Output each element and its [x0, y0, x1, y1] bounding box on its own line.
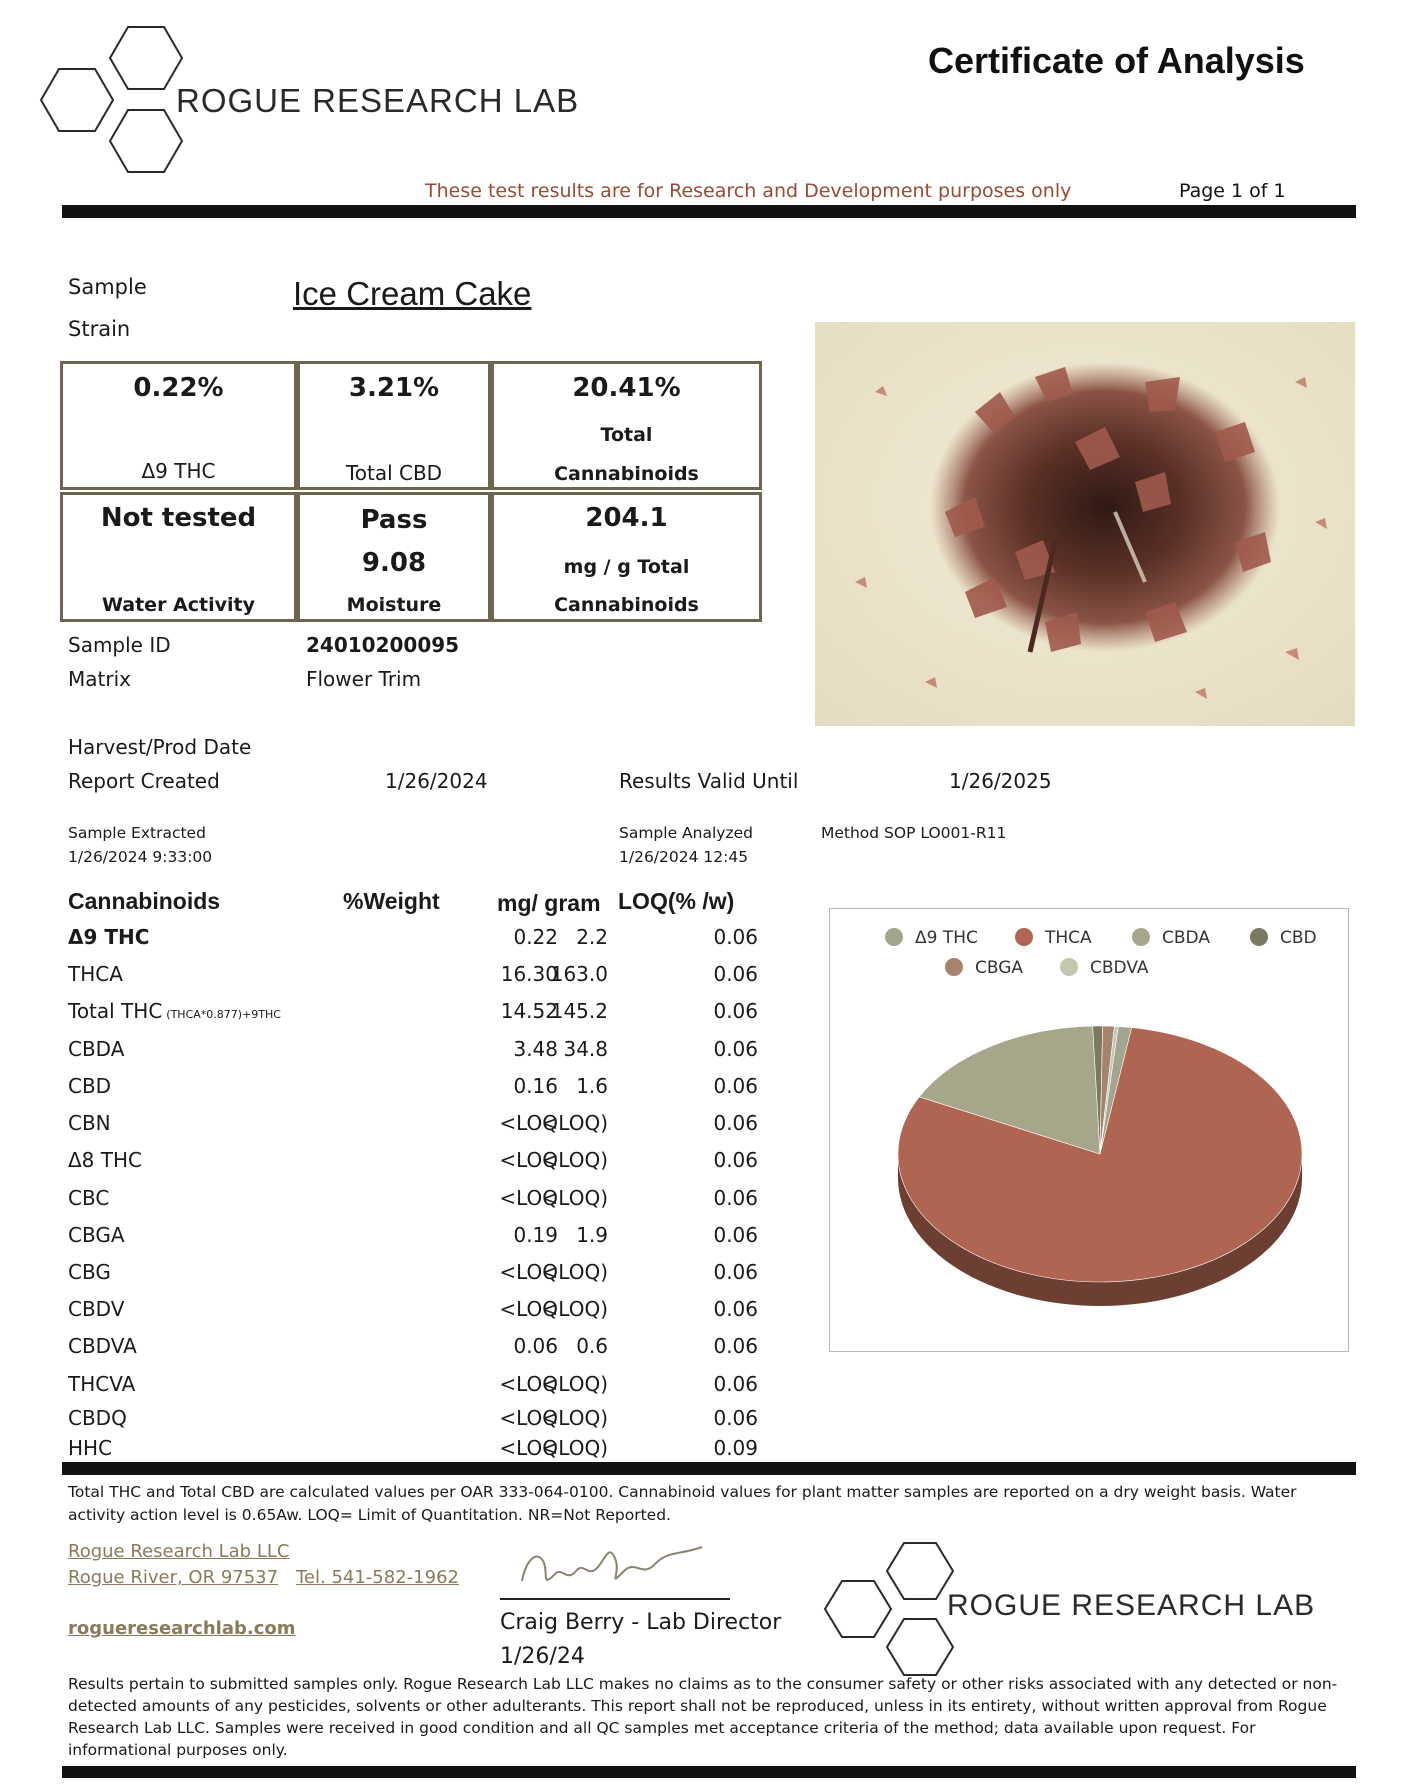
cannabinoid-name	[68, 1111, 111, 1135]
director-signature-icon	[512, 1535, 712, 1597]
sample-analyzed-date: 1/26/2024 12:45	[619, 848, 749, 866]
harvest-date-label: Harvest/Prod Date	[68, 735, 252, 759]
table-row	[68, 1372, 768, 1402]
cannabinoid-name	[68, 1223, 125, 1247]
pie-svg	[830, 909, 1350, 1353]
cannabinoid-label: CBN	[68, 1111, 111, 1135]
table-row	[68, 1037, 768, 1067]
weight-value: 0.19	[513, 1223, 558, 1247]
loq-value: 0.06	[713, 1297, 758, 1321]
moisture-label: Moisture	[346, 594, 442, 616]
sample-label: Sample	[68, 275, 147, 299]
mg-per-gram-value: 1.9	[576, 1223, 608, 1247]
moisture-value: 9.08	[361, 548, 427, 578]
cannabinoid-label: Δ8 THC	[68, 1148, 142, 1172]
cannabinoid-label: CBD	[68, 1074, 112, 1098]
legend-label: Δ9 THC	[915, 928, 978, 948]
legend-label: THCA	[1045, 928, 1092, 948]
cannabinoid-name	[68, 1037, 124, 1061]
loq-value: 0.06	[713, 1260, 758, 1284]
cannabinoid-label: HHC	[68, 1436, 113, 1460]
d9thc-value: 0.22%	[133, 373, 224, 403]
table-row	[68, 1406, 768, 1436]
loq-value: 0.06	[713, 1037, 758, 1061]
cannabinoid-name	[68, 1186, 109, 1210]
loq-value: 0.06	[713, 1406, 758, 1430]
results-valid-label: Results Valid Until	[619, 769, 799, 793]
weight-value: <LOQ	[499, 1111, 558, 1135]
weight-value: <LOQ	[499, 1148, 558, 1172]
table-row	[68, 1334, 768, 1364]
cannabinoid-name	[68, 1260, 111, 1284]
col-header-weight: %Weight	[343, 888, 440, 914]
moisture-status: Pass	[360, 505, 428, 535]
loq-value: 0.06	[713, 962, 758, 986]
cannabinoid-label: THCVA	[68, 1372, 136, 1396]
col-header-cannabinoids: Cannabinoids	[68, 888, 221, 914]
matrix-label: Matrix	[68, 667, 131, 691]
cannabinoid-name	[68, 1406, 127, 1430]
strain-name: Ice Cream Cake	[293, 275, 532, 312]
cannabinoid-name	[68, 925, 149, 949]
weight-value: <LOQ	[499, 1186, 558, 1210]
header-rule	[62, 205, 1356, 218]
cannabinoid-name	[68, 1436, 112, 1460]
loq-value: 0.06	[713, 1372, 758, 1396]
website-link[interactable]: rogueresearchlab.com	[68, 1618, 296, 1639]
water-activity-box	[60, 492, 297, 622]
calculation-note: Total THC and Total CBD are calculated values per OAR 333-064-0100. Cannabinoid values for plant matter samples are reported on a dry weight basis. Water activity action level is 0.65Aw. LOQ= Limit of Quantitation. NR=Not Reported.	[68, 1483, 1297, 1524]
col-header-mg-gram: mg/ gram	[497, 890, 601, 916]
cannabinoid-label: Δ9 THC	[68, 925, 150, 949]
weight-value: 0.06	[513, 1334, 558, 1358]
mg-total-box	[491, 492, 762, 622]
lab-llc-link[interactable]: Rogue Research Lab LLC	[68, 1541, 290, 1562]
cannabinoid-name	[68, 999, 281, 1023]
footer-lab-name: ROGUE RESEARCH LAB	[947, 1589, 1316, 1622]
weight-value: <LOQ	[499, 1297, 558, 1321]
lab-name: ROGUE RESEARCH LAB	[176, 82, 580, 119]
results-valid-date: 1/26/2025	[949, 769, 1052, 793]
total-thc-formula: (THCA*0.877)+9THC	[166, 1008, 281, 1021]
weight-value: <LOQ	[499, 1260, 558, 1284]
weight-value: 16.30	[500, 962, 558, 986]
lab-logo-icon	[38, 24, 188, 174]
loq-value: 0.09	[713, 1436, 758, 1460]
report-created-label: Report Created	[68, 769, 220, 793]
footer-rule	[62, 1462, 1356, 1475]
signature-line	[500, 1598, 730, 1600]
cannabinoid-label: CBDV	[68, 1297, 125, 1321]
legend-label: CBDVA	[1090, 958, 1149, 978]
table-row	[68, 1297, 768, 1327]
mg-per-gram-value: <LOQ)	[541, 1372, 608, 1396]
cbd-label: Total CBD	[345, 461, 443, 485]
mg-per-gram-value: <LOQ)	[541, 1260, 608, 1284]
sample-extracted-date: 1/26/2024 9:33:00	[68, 848, 213, 866]
loq-value: 0.06	[713, 1074, 758, 1098]
table-row	[68, 999, 768, 1029]
mg-per-gram-value: <LOQ)	[541, 1111, 608, 1135]
table-row	[68, 1148, 768, 1178]
weight-value: <LOQ	[499, 1372, 558, 1396]
cannabinoid-label: CBG	[68, 1260, 111, 1284]
weight-value: 0.16	[513, 1074, 558, 1098]
mg-per-gram-value: <LOQ)	[541, 1186, 608, 1210]
rd-disclaimer: These test results are for Research and Development purposes only	[425, 180, 1072, 202]
table-row	[68, 1111, 768, 1141]
total-label: Total	[600, 424, 653, 446]
table-row	[68, 1186, 768, 1216]
loq-value: 0.06	[713, 1186, 758, 1210]
cbd-value: 3.21%	[348, 373, 440, 403]
document-title: Certificate of Analysis	[928, 40, 1305, 81]
signature-date: 1/26/24	[500, 1644, 585, 1669]
cannabinoid-label: CBDQ	[68, 1406, 127, 1430]
cannabinoid-name	[68, 1074, 111, 1098]
legend-label: CBD	[1280, 928, 1317, 948]
signer-name: Craig Berry - Lab Director	[500, 1610, 782, 1635]
d9thc-summary-box	[60, 361, 297, 490]
legal-disclaimer: Results pertain to submitted samples only. Rogue Research Lab LLC makes no claims as to the consumer safety or other risks associated with any detected or non-detected amounts of any pesticides, solvents or other adulterants. This report shall not be reproduced, unless in its entirety, without written approval from Rogue Research Lab LLC. Samples were received in good condition and all QC samples met acceptance criteria of the method; data available upon request. For informational purposes only.	[68, 1675, 1338, 1759]
cannabinoid-label: CBDVA	[68, 1334, 137, 1358]
weight-value: <LOQ	[499, 1406, 558, 1430]
cannabinoid-label: Total THC	[68, 999, 163, 1023]
sample-analyzed-label: Sample Analyzed	[619, 824, 753, 842]
mg-total-value: 204.1	[585, 503, 668, 533]
table-row	[68, 962, 768, 992]
sample-id-label: Sample ID	[68, 633, 171, 657]
legend-label: CBDA	[1162, 928, 1210, 948]
water-activity-value: Not tested	[100, 503, 257, 533]
mg-per-gram-value: <LOQ)	[541, 1406, 608, 1430]
table-row	[68, 1223, 768, 1253]
legend-label: CBGA	[975, 958, 1024, 978]
method-sop: Method SOP LO001-R11	[821, 824, 1007, 842]
weight-value: 3.48	[513, 1037, 558, 1061]
moisture-box	[297, 492, 491, 622]
mg-cannabinoids-label: Cannabinoids	[554, 594, 699, 616]
cannabinoid-name	[68, 1297, 124, 1321]
cannabinoid-label: CBDA	[68, 1037, 125, 1061]
table-row	[68, 925, 768, 955]
address-link[interactable]: Rogue River, OR 97537	[68, 1567, 279, 1588]
loq-value: 0.06	[713, 1148, 758, 1172]
cbd-summary-box	[297, 361, 491, 490]
bottom-rule	[62, 1766, 1356, 1778]
sample-photo	[815, 322, 1355, 726]
strain-label: Strain	[68, 317, 131, 341]
total-cannabinoids-value: 20.41%	[572, 373, 681, 403]
mg-per-gram-value: <LOQ)	[541, 1436, 608, 1460]
weight-value: <LOQ	[499, 1436, 558, 1460]
mg-per-gram-value: 0.6	[576, 1334, 608, 1358]
cannabinoid-name	[68, 1148, 142, 1172]
cannabinoid-name	[68, 1372, 135, 1396]
matrix: Flower Trim	[306, 667, 422, 691]
loq-value: 0.06	[713, 925, 758, 949]
mg-per-gram-value: <LOQ)	[541, 1148, 608, 1172]
table-row	[68, 1260, 768, 1290]
water-activity-label: Water Activity	[102, 594, 255, 616]
d9thc-label: Δ9 THC	[141, 459, 216, 483]
mg-per-gram-value: <LOQ)	[541, 1297, 608, 1321]
weight-value: 0.22	[513, 925, 558, 949]
cannabinoid-label: CBC	[68, 1186, 110, 1210]
tel-link[interactable]: Tel. 541-582-1962	[296, 1567, 459, 1588]
cannabinoid-name	[68, 1334, 137, 1358]
cannabinoid-label: THCA	[68, 962, 123, 986]
sample-extracted-label: Sample Extracted	[68, 824, 206, 842]
mg-per-gram-value: 1.6	[576, 1074, 608, 1098]
mg-per-gram-value: 145.2	[550, 999, 608, 1023]
cannabinoid-name	[68, 962, 123, 986]
loq-value: 0.06	[713, 1111, 758, 1135]
page-number: Page 1 of 1	[1179, 180, 1286, 202]
mg-per-gram-value: 34.8	[563, 1037, 608, 1061]
mg-total-label: mg / g Total	[563, 556, 690, 578]
cannabinoid-pie-chart	[829, 908, 1349, 1352]
total-cannabinoids-box	[491, 361, 762, 490]
col-header-loq: LOQ(% /w)	[618, 888, 735, 914]
report-created-date: 1/26/2024	[385, 769, 488, 793]
weight-value: 14.52	[500, 999, 558, 1023]
loq-value: 0.06	[713, 999, 758, 1023]
table-row	[68, 1074, 768, 1104]
loq-value: 0.06	[713, 1223, 758, 1247]
mg-per-gram-value: 163.0	[550, 962, 608, 986]
mg-per-gram-value: 2.2	[576, 925, 608, 949]
cannabinoids-label: Cannabinoids	[554, 463, 699, 485]
cannabinoid-label: CBGA	[68, 1223, 125, 1247]
sample-id: 24010200095	[306, 633, 460, 657]
loq-value: 0.06	[713, 1334, 758, 1358]
